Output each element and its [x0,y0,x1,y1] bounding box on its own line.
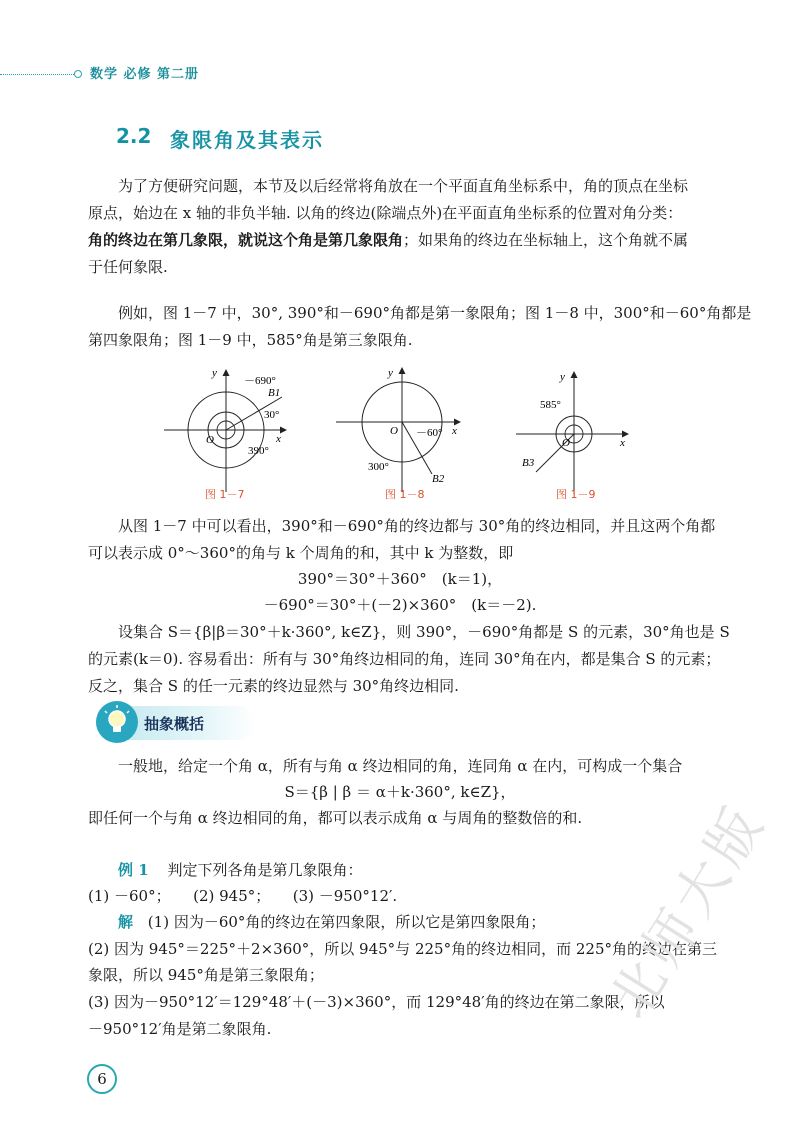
intro-line-4: 于任何象限. [88,258,168,276]
intro-line-3 [88,230,688,250]
fig7-angle-neg690: －690° [244,375,276,387]
solution-2b: 象限，所以 945°角是第三象限角； [88,966,324,984]
example-line-1: 例如，图 1－7 中，30°, 390°和－690°角都是第一象限角；图 1－8 中，300°和－60°角都是 [118,304,752,322]
example1-heading [118,860,362,880]
definition-bold: 角的终边在第几象限，就说这个角是第几象限角 [88,231,404,249]
figure-caption-1-9: 图 1－9 [556,488,596,501]
fig8-y-label: y [388,367,393,379]
figure-1-7 [164,367,286,492]
abstraction-line-1: 一般地，给定一个角 α，所有与角 α 终边相同的角，连同角 α 在内，可构成一个集合 [118,757,683,775]
fig8-x-label: x [452,425,457,437]
fig7-y-label: y [212,367,217,379]
intro-line-1: 为了方便研究问题，本节及以后经常将角放在一个平面直角坐标系中，角的顶点在坐标 [118,177,689,195]
fig7-x-label: x [276,433,281,445]
fig7-angle-390: 390° [248,445,269,457]
solution-1: (1) 因为－60°角的终边在第四象限，所以它是第四象限角； [147,913,546,931]
solution-label: 解 [118,913,134,931]
example1-label: 例 1 [118,861,149,879]
intro-line-2: 原点，始边在 x 轴的非负半轴. 以角的终边(除端点外)在平面直角坐标系的位置对角分类： [88,204,683,222]
lightbulb-icon [96,701,138,743]
header-dot [74,70,82,78]
running-header: 数学 必修 第二册 [90,67,200,82]
abstraction-line-2: 即任何一个与角 α 终边相同的角，都可以表示成角 α 与周角的整数倍的和. [88,809,583,827]
fig8-ray-label: B2 [432,473,445,485]
fig9-origin-label: O [562,437,570,449]
fig9-ray-label: B3 [522,457,535,469]
fig8-angle-300: 300° [368,461,389,473]
figure-1-8 [336,367,460,492]
equation-neg690: －690°＝30°＋(－2)×360° (k＝－2). [263,596,537,614]
fig9-x-label: x [620,437,625,449]
equation-390: 390°＝30°＋360° (k＝1)， [297,570,503,588]
discussion-line-2: 可以表示成 0°～360°的角与 k 个周角的和，其中 k 为整数，即 [88,544,514,562]
abstraction-equation: S＝{β | β ＝ α＋k·360°, k∈Z}， [284,783,516,801]
example1-prompt: 判定下列各角是第几象限角： [167,861,363,879]
figure-caption-1-7: 图 1－7 [205,488,245,501]
figures-group [160,364,640,502]
fig9-y-label: y [560,371,565,383]
solution-2a: (2) 因为 945°＝225°＋2×360°，所以 945°与 225°角的终边相同，而 225°角的终边在第三 [88,940,717,958]
page-number: 6 [87,1064,117,1094]
solution-3a: (3) 因为－950°12′＝129°48′＋(－3)×360°，而 129°48′角的终边在第二象限，所以 [88,993,665,1011]
fig9-angle-585: 585° [540,399,561,411]
watermark: 北师大版 [597,792,778,1030]
figure-1-9 [516,371,628,494]
fig8-angle-neg60: －60° [416,427,443,439]
section-number: 2.2 [116,124,152,148]
intro-line-3-rest: ；如果角的终边在坐标轴上，这个角就不属 [403,231,689,249]
discussion-line-3: 设集合 S＝{β|β＝30°＋k·360°, k∈Z}，则 390°，－690°角都是 S 的元素，30°角也是 S [118,623,730,641]
fig7-ray-label: B1 [268,387,281,399]
abstraction-banner-label: 抽象概括 [144,715,205,733]
example-line-2: 第四象限角；图 1－9 中，585°角是第三象限角. [88,331,413,349]
fig7-origin-label: O [206,434,214,446]
header-rule [0,74,76,75]
fig7-angle-30: 30° [264,409,280,421]
figure-caption-1-8: 图 1－8 [385,488,425,501]
discussion-line-5: 反之，集合 S 的任一元素的终边显然与 30°角终边相同. [88,677,459,695]
example1-items: (1) －60°； (2) 945°； (3) －950°12′. [88,887,398,905]
solution-3b: －950°12′角是第二象限角. [88,1020,272,1038]
solution-line-1 [118,912,545,932]
discussion-line-1: 从图 1－7 中可以看出，390°和－690°角的终边都与 30°角的终边相同，并且这两个角都 [118,517,716,535]
discussion-line-4: 的元素(k＝0). 容易看出：所有与 30°角终边相同的角，连同 30°角在内，都是集合 S 的元素； [88,650,721,668]
fig8-origin-label: O [390,425,398,437]
section-title: 象限角及其表示 [170,128,324,152]
